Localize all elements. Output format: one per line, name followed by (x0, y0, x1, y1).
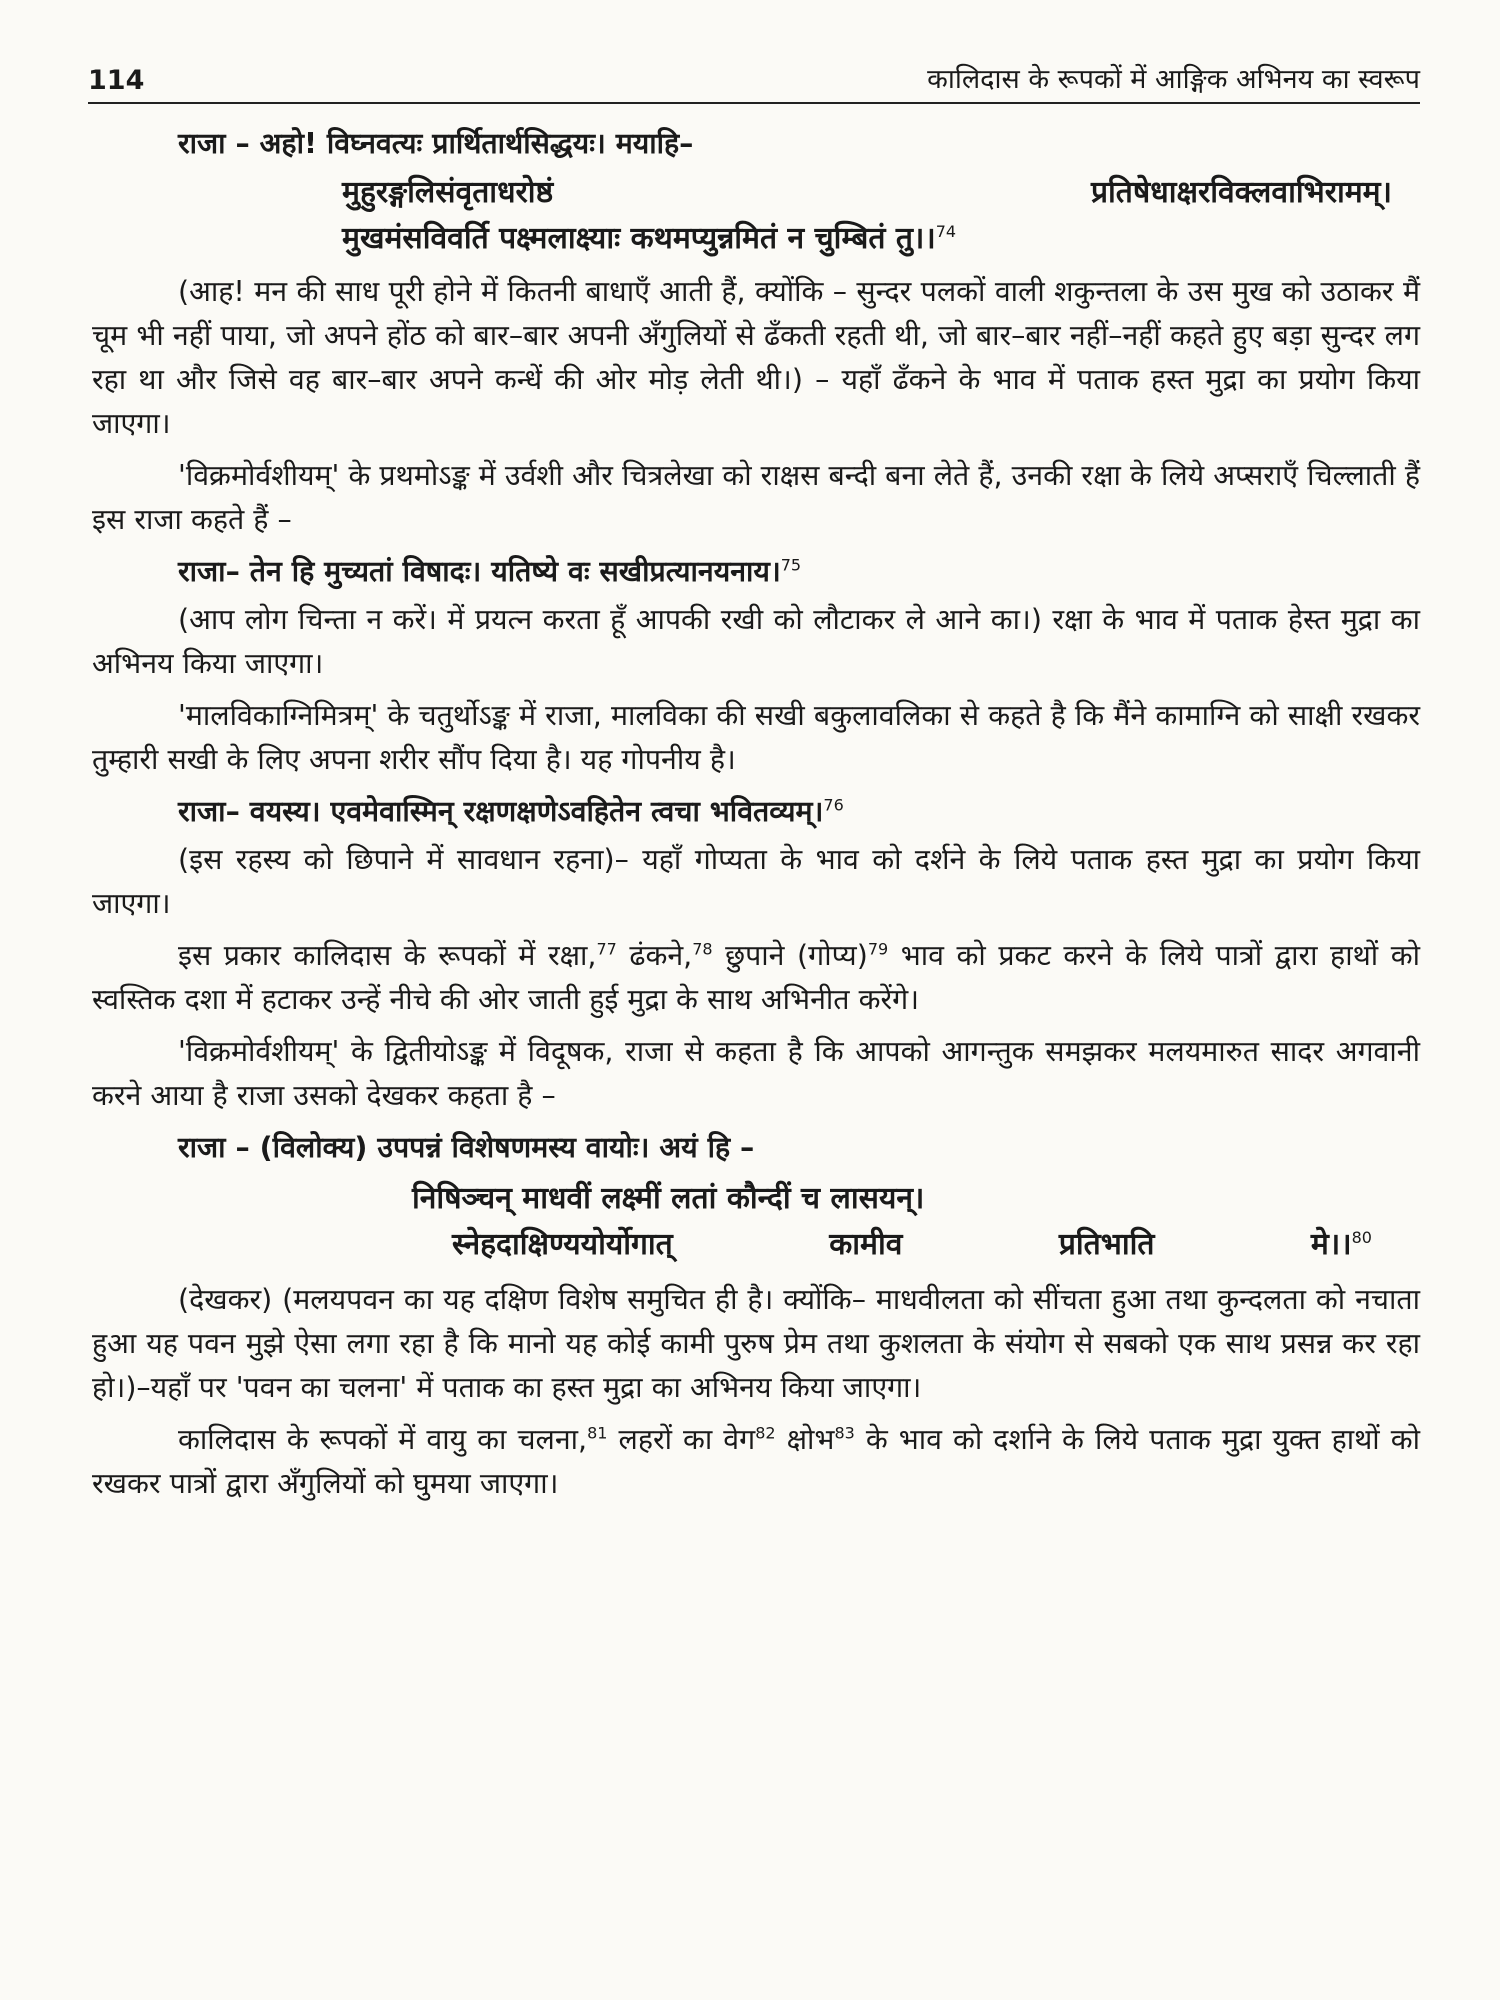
footnote-ref-79: 79 (867, 939, 889, 959)
verse-1-line-1-a: मुहुरङ्गलिसंवृताधरोष्ठं (342, 175, 554, 210)
paragraph-6-part-4: भाव को प्रकट करने के लिये पात्रों द्वारा हाथों को स्वस्तिक दशा में हटाकर उन्हें नीचे की ओर जाती हुई मुद्रा के साथ अभिनीत करेंगे। (92, 939, 1420, 1016)
verse-2-line-2-d (1311, 1222, 1372, 1268)
footnote-ref-82: 82 (755, 1423, 776, 1443)
verse-2-line-2-c: प्रतिभाति (1058, 1227, 1155, 1262)
speech-raja-3-text: राजा– वयस्य। एवमेवास्मिन् रक्षणक्षणेऽवहितेन त्वचा भवितव्यम्। (178, 795, 824, 828)
verse-1-line-1-b: प्रतिषेधाक्षरविक्लवाभिरामम्। (1090, 175, 1392, 210)
footnote-ref-75: 75 (780, 555, 802, 575)
paragraph-6 (92, 934, 1420, 1022)
verse-2-line-2 (412, 1222, 1372, 1268)
footnote-ref-77: 77 (596, 939, 617, 959)
paragraph-9-part-3: क्षोभ (775, 1423, 835, 1456)
verse-2-line-1-text: निषिञ्चन् माधवीं लक्ष्मीं लतां कौन्दीं च लासयन्। (412, 1181, 925, 1216)
paragraph-2: 'विक्रमोर्वशीयम्' के प्रथमोऽङ्क में उर्वशी और चित्रलेखा को राक्षस बन्दी बना लेते हैं, उनकी रक्षा के लिये अप्सराएँ चिल्लाती हैं इस राजा कहते हैं – (92, 459, 1420, 536)
paragraph-9-part-2: लहरों का वेग (607, 1423, 756, 1456)
page-number: 114 (88, 65, 145, 96)
verse-2-line-2-d-text: मे।। (1310, 1227, 1352, 1262)
verse-1-line-2 (342, 216, 1420, 262)
paragraph-8: (देखकर) (मलयपवन का यह दक्षिण विशेष समुचित ही है। क्योंकि– माधवीलता को सींचता हुआ तथा कुन्दलता को नचाता हुआ यह पवन मुझे ऐसा लगा रहा है कि मानो यह कोई कामी पुरुष प्रेम तथा कुशलता के संयोग से सबको एक साथ प्रसन्न कर रहा हो।)–यहाँ पर 'पवन का चलना' में पताक का हस्त मुद्रा का अभिनय किया जाएगा। (92, 1283, 1420, 1404)
paragraph-6-part-3: छुपाने (गोप्य) (712, 939, 868, 972)
speech-raja-1: राजा – अहो! विघ्नवत्यः प्रार्थितार्थसिद्धयः। मयाहि– (178, 127, 694, 160)
footnote-ref-81: 81 (587, 1423, 608, 1443)
verse-2 (92, 1176, 1420, 1268)
speech-raja-4: राजा – (विलोक्य) उपपन्नं विशेषणमस्य वायोः। अयं हि – (178, 1131, 755, 1164)
paragraph-1: (आह! मन की साध पूरी होने में कितनी बाधाएँ आती हैं, क्योंकि – सुन्दर पलकों वाली शकुन्तला के उस मुख को उठाकर मैं चूम भी नहीं पाया, जो अपने होंठ को बार–बार अपनी अँगुलियों से ढँकती रहती थी, जो बार–बार नहीं–नहीं कहते हुए बड़ा सुन्दर लग रहा था और जिसे वह बार–बार अपने कन्धें की ओर मोड़ लेती थी।) – यहाँ ढँकने के भाव में पताक हस्त मुद्रा का प्रयोग किया जाएगा। (92, 275, 1420, 440)
page-body (92, 122, 1420, 1514)
paragraph-5: (इस रहस्य को छिपाने में सावधान रहना)– यहाँ गोप्यता के भाव को दर्शने के लिये पताक हस्त मुद्रा का प्रयोग किया जाएगा। (92, 843, 1420, 920)
verse-1 (92, 170, 1420, 262)
paragraph-7: 'विक्रमोर्वशीयम्' के द्वितीयोऽङ्क में विदूषक, राजा से कहता है कि आपको आगन्तुक समझकर मलयमारुत सादर अगवानी करने आया है राजा उसको देखकर कहता है – (92, 1035, 1420, 1112)
page-header (88, 52, 1420, 104)
verse-2-line-2-b: कामीव (829, 1227, 903, 1262)
verse-1-line-2-text: मुखमंसविवर्ति पक्ष्मलाक्ष्याः कथमप्युन्नमितं न चुम्बितं तु।। (342, 221, 936, 256)
footnote-ref-78: 78 (692, 939, 713, 959)
speech-raja-2 (92, 550, 1420, 594)
paragraph-9-part-4: के भाव को दर्शाने के लिये पताक मुद्रा युक्त हाथों को रखकर पात्रों द्वारा अँगुलियों को घुमया जाएगा। (92, 1423, 1420, 1500)
paragraph-4: 'मालविकाग्निमित्रम्' के चतुर्थोऽङ्क में राजा, मालविका की सखी बकुलावलिका से कहते है कि मैंने कामाग्नि को साक्षी रखकर तुम्हारी सखी के लिए अपना शरीर सौंप दिया है। यह गोपनीय है। (92, 699, 1420, 776)
paragraph-6-part-1: इस प्रकार कालिदास के रूपकों में रक्षा, (178, 939, 597, 972)
footnote-ref-80: 80 (1351, 1228, 1372, 1247)
speech-raja-2-text: राजा– तेन हि मुच्यतां विषादः। यतिष्ये वः सखीप्रत्यानयनाय। (178, 555, 781, 588)
verse-2-line-1 (412, 1176, 1420, 1222)
paragraph-9-part-1: कालिदास के रूपकों में वायु का चलना, (178, 1423, 588, 1456)
speech-raja-3 (92, 790, 1420, 834)
verse-1-line-1 (342, 170, 1392, 216)
paragraph-3: (आप लोग चिन्ता न करें। में प्रयत्न करता हूँ आपकी रखी को लौटाकर ले आने का।) रक्षा के भाव में पताक हेस्त मुद्रा का अभिनय किया जाएगा। (92, 603, 1420, 680)
paragraph-6-part-2: ढंकने, (616, 939, 693, 972)
footnote-ref-83: 83 (834, 1423, 855, 1443)
running-title: कालिदास के रूपकों में आङ्गिक अभिनय का स्वरूप (927, 64, 1420, 95)
footnote-ref-74: 74 (935, 222, 957, 241)
paragraph-9 (92, 1418, 1420, 1506)
verse-2-line-2-a: स्नेहदाक्षिण्ययोर्योगात् (452, 1227, 673, 1262)
footnote-ref-76: 76 (823, 795, 844, 815)
